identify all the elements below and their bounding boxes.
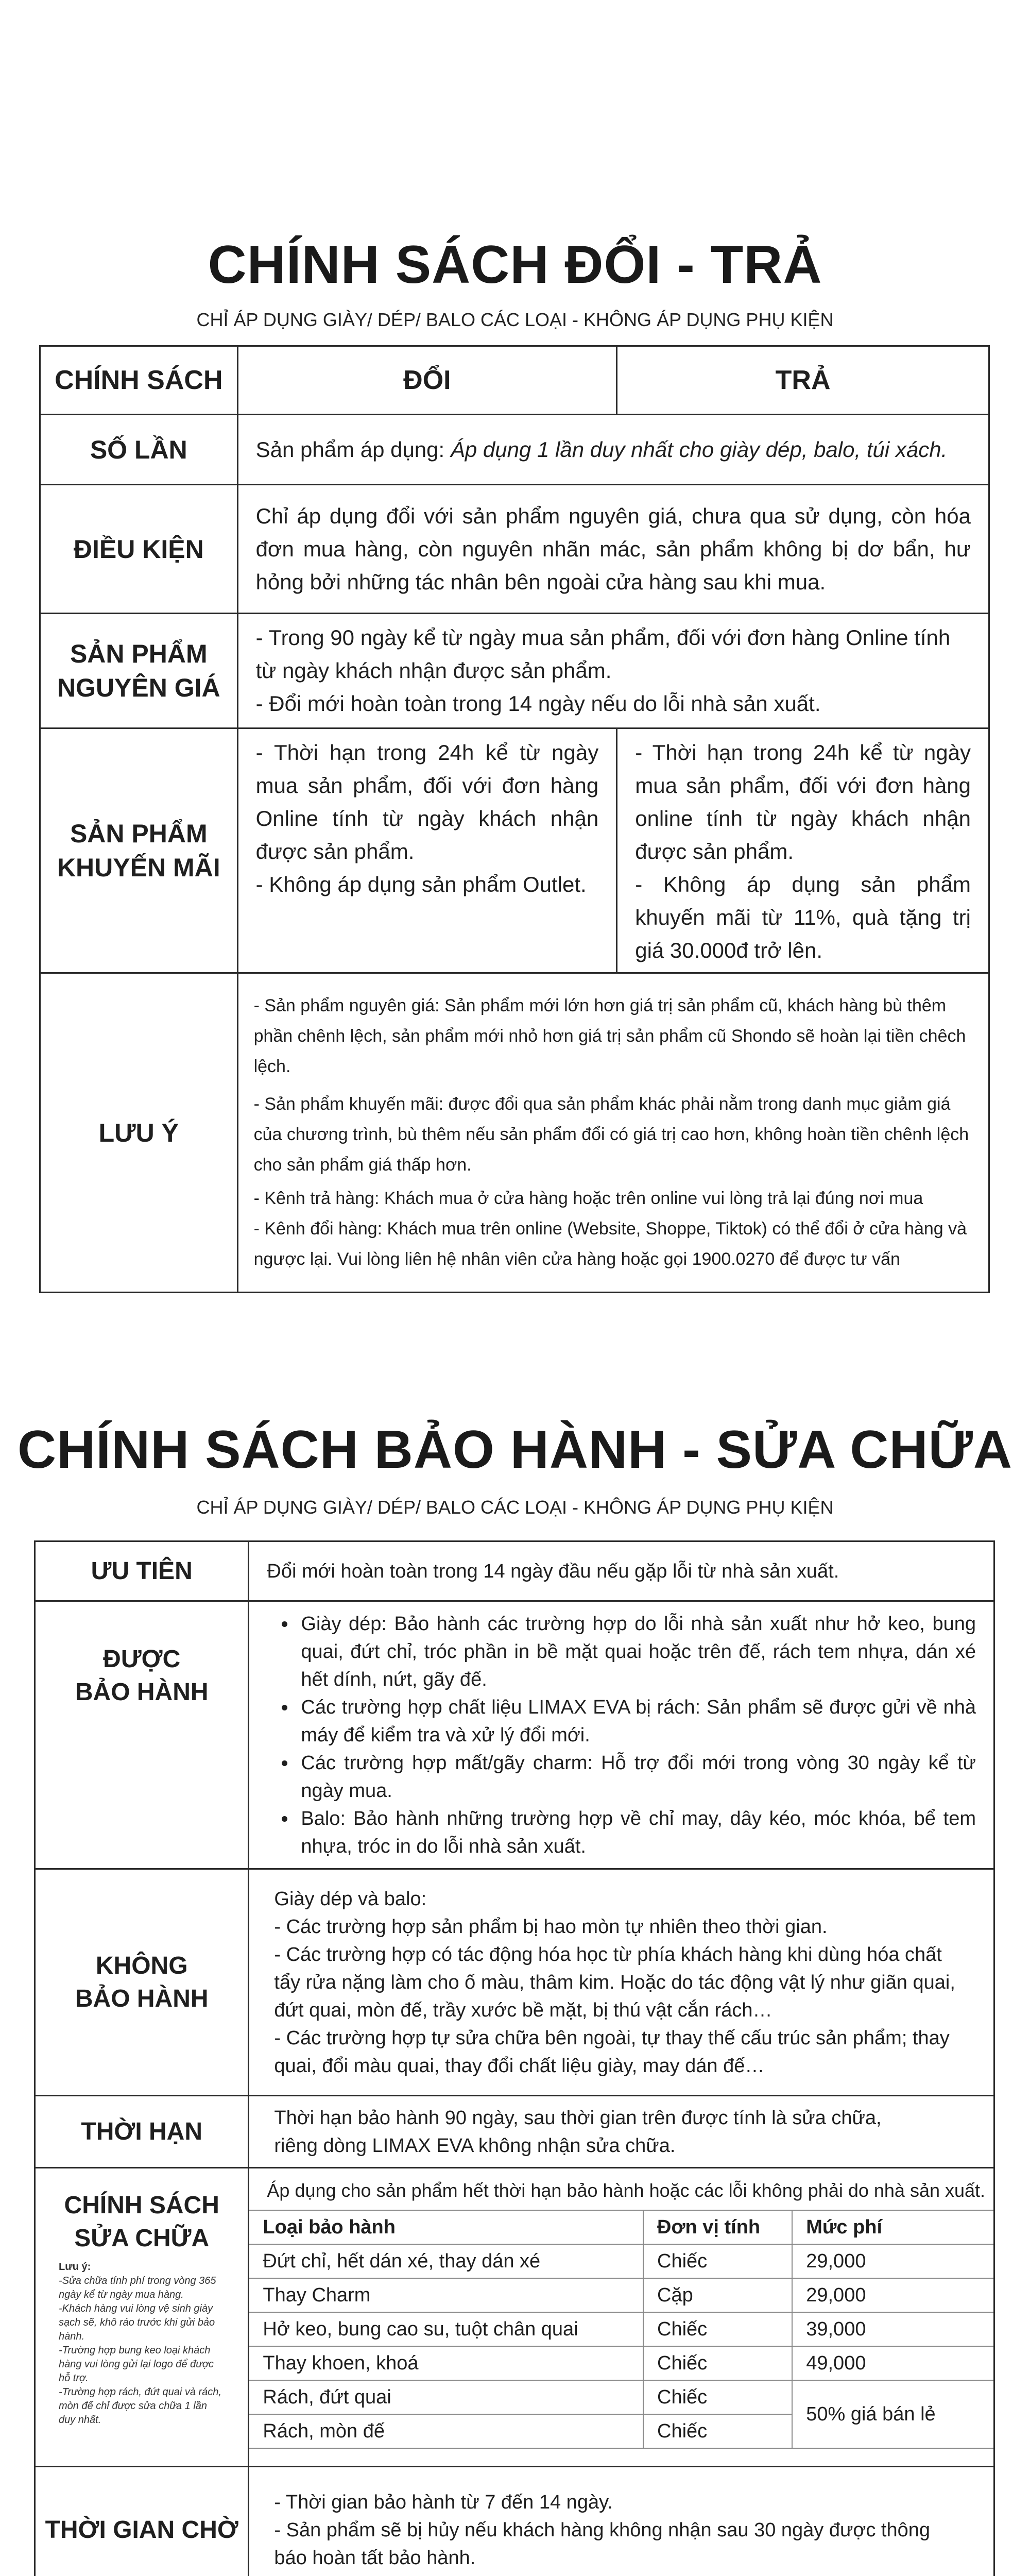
row-label: SỐ LẦN <box>40 415 238 485</box>
text-line: - Không áp dụng sản phẩm khuyến mãi từ 11%, quà tặng trị giá 30.000đ trở lên. <box>635 872 971 962</box>
fee-unit: Chiếc <box>643 2312 792 2346</box>
row-label <box>35 1601 249 1869</box>
label-line: NGUYÊN GIÁ <box>57 673 220 702</box>
text-line: - Không áp dụng sản phẩm Outlet. <box>255 872 587 896</box>
row-label: THỜI GIAN CHỜ <box>35 2467 249 2576</box>
label-line: SỬA CHỮA <box>74 2225 210 2252</box>
list-item: • Giày dép: Bảo hành các trường hợp do lỗi nhà sản xuất như hở keo, bung quai, đứt chỉ, tróc phần in bề mặt quai hoặc trên đế, rách tem nhựa, dán xé hết dính, nứt, gãy đế. <box>297 1610 976 1693</box>
note-line: - Sản phẩm khuyến mãi: được đổi qua sản phẩm khác phải nằm trong danh mục giảm giá của chương trình, bù thêm nếu sản phẩm đổi có giá trị cao hơn, không hoàn tiền chênh lệch cho sản phẩm giá thấp hơn. <box>253 1094 969 1175</box>
repair-note: -Khách hàng vui lòng vệ sinh giày sạch sẽ, khô ráo trước khi gửi bảo hành. <box>59 2303 215 2342</box>
fee-unit: Chiếc <box>643 2346 792 2380</box>
row-repair <box>35 2168 994 2467</box>
fee-amount: 49,000 <box>792 2346 993 2380</box>
row-times <box>40 415 989 485</box>
repair-fee-table <box>249 2210 993 2449</box>
label-line: BẢO HÀNH <box>75 1985 209 2012</box>
text-line: - Sản phẩm sẽ bị hủy nếu khách hàng không nhận sau 30 ngày được thông báo hoàn tất bảo hành. <box>274 2519 930 2569</box>
note-line: - Sản phẩm nguyên giá: Sản phẩm mới lớn hơn giá trị sản phẩm cũ, khách hàng bù thêm phần chênh lệch, sản phẩm mới nhỏ hơn giá trị sản phẩm cũ Shondo sẽ hoàn lại tiền chêch lệch. <box>253 996 966 1076</box>
row-label: ƯU TIÊN <box>35 1541 249 1601</box>
warranty-policy-table <box>34 1540 995 2576</box>
row-promo <box>40 728 989 973</box>
repair-intro: Áp dụng cho sản phẩm hết thời hạn bảo hành hoặc các lỗi không phải do nhà sản xuất. <box>267 2180 986 2201</box>
header-policy: CHÍNH SÁCH <box>40 346 238 415</box>
row-label <box>40 614 238 728</box>
warranty-policy-subtitle: CHỈ ÁP DỤNG GIÀY/ DÉP/ BALO CÁC LOẠI - KHÔNG ÁP DỤNG PHỤ KIỆN <box>196 1497 834 1518</box>
promo-exchange-cell <box>237 728 617 973</box>
repair-note: -Trường hợp bung keo loại khách hàng vui lòng gửi lại logo để được hỗ trợ. <box>59 2345 214 2384</box>
label-line: KHUYẾN MÃI <box>57 853 220 882</box>
fee-amount: 39,000 <box>792 2312 993 2346</box>
repair-note: -Trường hợp rách, đứt quai và rách, mòn đế chỉ được sửa chữa 1 lần duy nhất. <box>59 2386 221 2426</box>
text-line: - Đổi mới hoàn toàn trong 14 ngày nếu do lỗi nhà sản xuất. <box>255 691 821 716</box>
text-line: - Thời gian bảo hành từ 7 đến 14 ngày. <box>274 2491 613 2513</box>
label-line: CHÍNH SÁCH <box>64 2192 219 2219</box>
label-line: KHÔNG <box>95 1952 188 1979</box>
note-line: - Kênh đổi hàng: Khách mua trên online (Website, Shoppe, Tiktok) có thể đổi ở cửa hàng và ngược lại. Vui lòng liên hệ nhân viên cửa hàng hoặc gọi 1900.0270 để được tư vấn <box>253 1219 967 1269</box>
row-waiting <box>35 2467 994 2576</box>
label-line: BẢO HÀNH <box>75 1679 209 1706</box>
return-policy-title: CHÍNH SÁCH ĐỔI - TRẢ <box>208 235 822 295</box>
repair-note: -Sửa chữa tính phí trong vòng 365 ngày kể từ ngày mua hàng. <box>59 2275 216 2300</box>
text-line: - Các trường hợp sản phẩm bị hao mòn tự nhiên theo thời gian. <box>274 1916 828 1938</box>
row-label <box>35 1869 249 2096</box>
label-line: SẢN PHẨM <box>70 819 208 848</box>
list-item: • Balo: Bảo hành những trường hợp về chỉ may, dây kéo, móc khóa, bể tem nhựa, tróc in do lỗi nhà sản xuất. <box>297 1805 976 1860</box>
fee-amount: 29,000 <box>792 2244 993 2278</box>
row-full-price <box>40 614 989 728</box>
fee-header: Loại bảo hành <box>249 2210 643 2244</box>
row-period <box>35 2096 994 2168</box>
table-row <box>249 2346 993 2380</box>
row-conditions <box>40 485 989 614</box>
return-policy-subtitle: CHỈ ÁP DỤNG GIÀY/ DÉP/ BALO CÁC LOẠI - KHÔNG ÁP DỤNG PHỤ KIỆN <box>196 309 834 330</box>
label-line: SẢN PHẨM <box>70 639 208 668</box>
fee-type: Rách, mòn đế <box>249 2414 643 2448</box>
row-label: LƯU Ý <box>40 973 238 1293</box>
fee-unit: Chiếc <box>643 2414 792 2448</box>
text-line: - Các trường hợp tự sửa chữa bên ngoài, tự thay thế cấu trúc sản phẩm; thay quai, đổi màu quai, thay đổi chất liệu giày, may dán đế… <box>274 2027 950 2077</box>
row-label <box>35 2168 249 2467</box>
header-exchange: ĐỔI <box>237 346 617 415</box>
fee-unit: Chiếc <box>643 2380 792 2414</box>
note-line: - Kênh trả hàng: Khách mua ở cửa hàng hoặc trên online vui lòng trả lại đúng nơi mua <box>253 1189 923 1208</box>
not-covered-cell <box>249 1869 994 2096</box>
row-priority <box>35 1541 994 1601</box>
table-row <box>249 2278 993 2312</box>
text-line: - Thời hạn trong 24h kể từ ngày mua sản phẩm, đối với đơn hàng Online tính từ ngày khách nhận được sản phẩm. <box>255 740 599 863</box>
fee-type: Đứt chỉ, hết dán xé, thay dán xé <box>249 2244 643 2278</box>
table-row <box>249 2244 993 2278</box>
waiting-cell <box>249 2467 994 2576</box>
covered-cell <box>249 1601 994 1869</box>
return-policy-table <box>39 345 990 1293</box>
fee-type: Hở keo, bung cao su, tuột chân quai <box>249 2312 643 2346</box>
text-line: Giày dép và balo: <box>274 1888 427 1910</box>
times-cell <box>237 415 989 485</box>
text-line: - Thời hạn trong 24h kể từ ngày mua sản phẩm, đối với đơn hàng online tính từ ngày khách nhận được sản phẩm. <box>635 740 971 863</box>
promo-return-cell <box>617 728 989 973</box>
table-header-row <box>40 346 989 415</box>
row-notes <box>40 973 989 1293</box>
list-item: • Các trường hợp mất/gãy charm: Hỗ trợ đổi mới trong vòng 30 ngày kể từ ngày mua. <box>297 1749 976 1805</box>
text-line: riêng dòng LIMAX EVA không nhận sửa chữa. <box>274 2134 676 2157</box>
period-cell <box>249 2096 994 2168</box>
warranty-policy-title: CHÍNH SÁCH BẢO HÀNH - SỬA CHỮA <box>17 1420 1012 1480</box>
conditions-text: Chỉ áp dụng đổi với sản phẩm nguyên giá, chưa qua sử dụng, còn hóa đơn mua hàng, còn nguyên nhãn mác, sản phẩm không bị dơ bẩn, hư hỏng bởi những tác nhân bên ngoài cửa hàng sau khi mua. <box>237 485 989 614</box>
full-price-cell <box>237 614 989 728</box>
row-not-covered <box>35 1869 994 2096</box>
repair-cell <box>249 2168 994 2467</box>
row-label <box>40 728 238 973</box>
row-label: THỜI HẠN <box>35 2096 249 2168</box>
fee-amount-merged: 50% giá bán lẻ <box>792 2380 993 2448</box>
fee-header-row <box>249 2210 993 2244</box>
notes-cell <box>237 973 989 1293</box>
repair-notes <box>36 2260 247 2427</box>
fee-type: Thay khoen, khoá <box>249 2346 643 2380</box>
fee-header: Mức phí <box>792 2210 993 2244</box>
priority-text: Đổi mới hoàn toàn trong 14 ngày đầu nếu gặp lỗi từ nhà sản xuất. <box>249 1541 994 1601</box>
fee-type: Rách, đứt quai <box>249 2380 643 2414</box>
fee-amount: 29,000 <box>792 2278 993 2312</box>
times-value: Áp dụng 1 lần duy nhất cho giày dép, balo, túi xách. <box>450 437 948 462</box>
fee-type: Thay Charm <box>249 2278 643 2312</box>
row-covered <box>35 1601 994 1869</box>
list-item: • Các trường hợp chất liệu LIMAX EVA bị rách: Sản phẩm sẽ được gửi về nhà máy để kiểm tra và xử lý đổi mới. <box>297 1693 976 1749</box>
header-return: TRẢ <box>617 346 989 415</box>
table-row <box>249 2312 993 2346</box>
text-line: Thời hạn bảo hành 90 ngày, sau thời gian trên được tính là sửa chữa, <box>274 2107 882 2129</box>
covered-list <box>267 1610 976 1860</box>
repair-notes-title: Lưu ý: <box>59 2261 91 2273</box>
label-line: ĐƯỢC <box>103 1646 181 1673</box>
fee-unit: Cặp <box>643 2278 792 2312</box>
times-prefix: Sản phẩm áp dụng: <box>255 437 451 462</box>
text-line: - Các trường hợp có tác động hóa học từ phía khách hàng khi dùng hóa chất tẩy rửa nặng làm cho ố màu, thâm kim. Hoặc do tác động vật lý như giãn quai, đứt quai, mòn đế, trầy xước bề mặt, bị thú vật cắn rách… <box>274 1943 955 2021</box>
row-label: ĐIỀU KIỆN <box>40 485 238 614</box>
fee-unit: Chiếc <box>643 2244 792 2278</box>
table-row <box>249 2380 993 2414</box>
fee-header: Đơn vị tính <box>643 2210 792 2244</box>
text-line: - Trong 90 ngày kể từ ngày mua sản phẩm, đối với đơn hàng Online tính từ ngày khách nhận được sản phẩm. <box>255 625 951 683</box>
